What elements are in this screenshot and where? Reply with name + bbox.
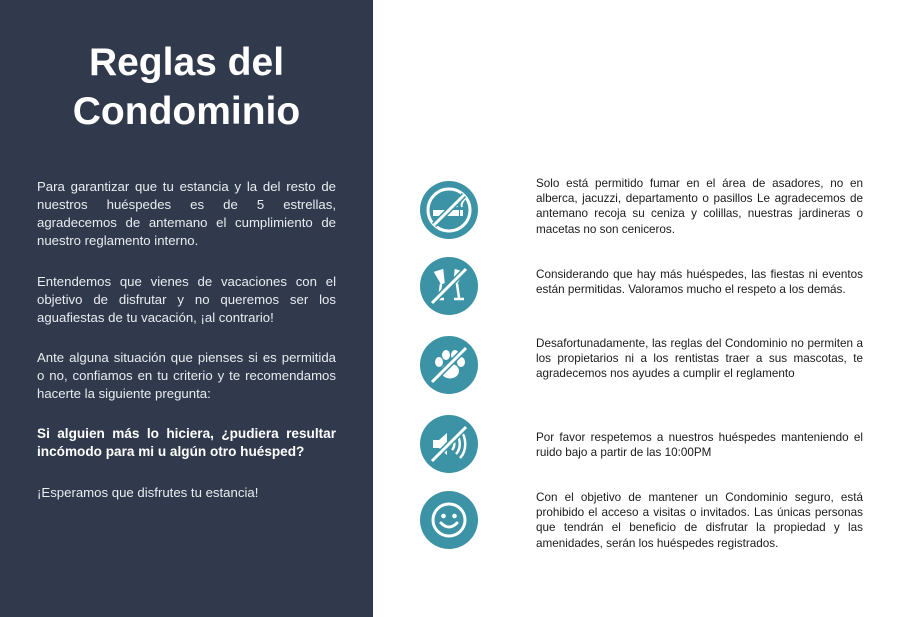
rule-pets-text: Desafortunadamente, las reglas del Condominio no permiten a los propietarios ni a los rentistas traer a sus mascotas, te agradecemos nos ayudes a cumplir el reglamento — [536, 337, 863, 381]
left-panel — [0, 0, 373, 617]
rule-visitors-text: Con el objetivo de mantener un Condominio seguro, está prohibido el acceso a visitas o invitados. Las únicas personas que tendrán el beneficio de disfrutar la propiedad y las amenidades, serán los huéspedes registrados. — [536, 491, 863, 550]
no-smoking-icon — [419, 180, 479, 240]
question-paragraph: Si alguien más lo hiciera, ¿pudiera resultar incómodo para mi u algún otro huésped? — [37, 426, 336, 459]
page-title — [0, 38, 373, 136]
smiley-icon — [419, 490, 479, 550]
no-noise-icon — [419, 414, 479, 474]
rule-party-text: Considerando que hay más huéspedes, las fiestas ni eventos están permitidas. Valoramos mucho el respeto a los demás. — [536, 268, 863, 297]
closing-paragraph: ¡Esperamos que disfrutes tu estancia! — [37, 485, 259, 500]
rule-smoking-text: Solo está permitido fumar en el área de asadores, no en alberca, jacuzzi, departamento o pasillos Le agradecemos de antemano recoja su ceniza y colillas, nuestras jardineras o macetas no son ceniceros. — [536, 177, 863, 236]
vacation-paragraph: Entendemos que vienes de vacaciones con el objetivo de disfrutar y no queremos ser los aguafiestas de tu vacación, ¡al contrario! — [37, 274, 336, 325]
criteria-paragraph: Ante alguna situación que pienses si es permitida o no, confiamos en tu criterio y te recomendamos hacerte la siguiente pregunta: — [37, 350, 336, 401]
title-line-2: Condominio — [72, 90, 301, 133]
no-pets-icon — [419, 335, 479, 395]
rule-noise-text: Por favor respetemos a nuestros huéspedes manteniendo el ruido bajo a partir de las 10:00PM — [536, 431, 863, 460]
no-party-icon — [419, 256, 479, 316]
intro-paragraph: Para garantizar que tu estancia y la del resto de nuestros huéspedes es de 5 estrellas, agradecemos de antemano el cumplimiento de nuestro reglamento interno. — [37, 179, 336, 248]
title-line-1: Reglas del — [88, 41, 285, 84]
